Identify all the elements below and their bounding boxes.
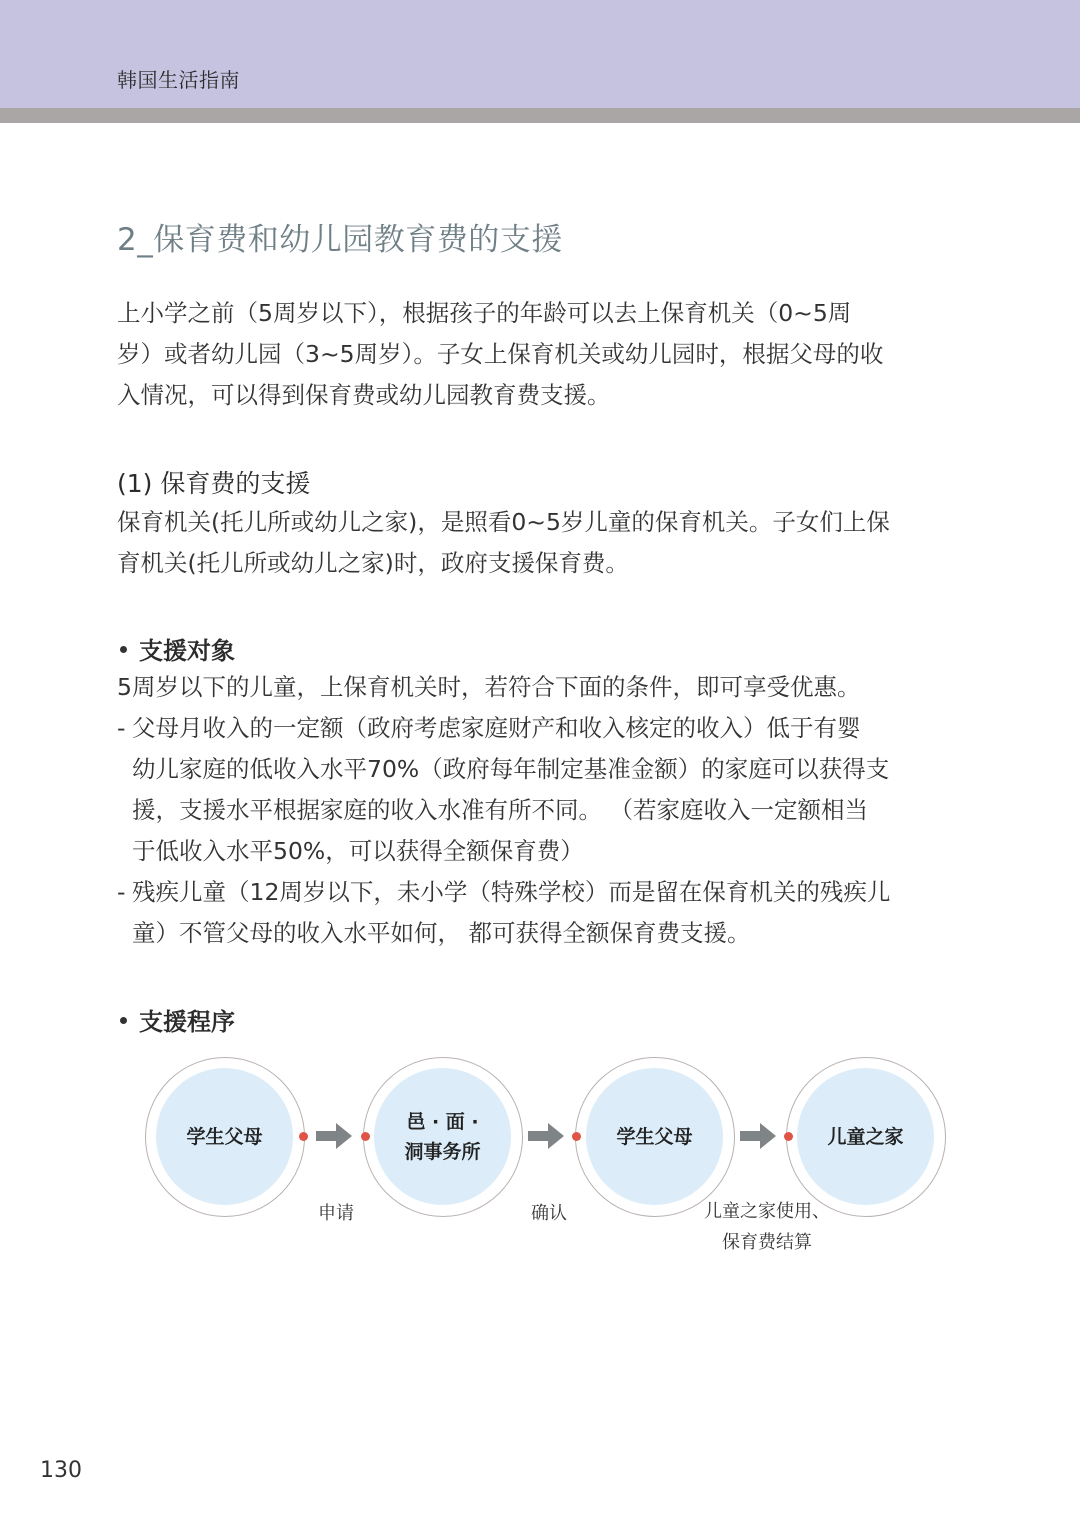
- step-label: 洞事务所: [404, 1140, 481, 1163]
- eligibility-heading-text: 支援对象: [139, 637, 235, 665]
- step-label: 邑 · 面 ·: [406, 1110, 479, 1133]
- procedure-heading-text: 支援程序: [139, 1008, 235, 1036]
- bullet-icon: [120, 1017, 127, 1024]
- description-line: 保育机关(托儿所或幼儿之家)，是照看0~5岁儿童的保育机关。子女们上保: [117, 508, 890, 536]
- transition-label-apply: 申请: [318, 1203, 354, 1224]
- item-line: 于低收入水平50%，可以获得全额保育费）: [132, 837, 584, 865]
- step-label: 儿童之家: [827, 1125, 904, 1148]
- connector-dot-icon: [572, 1132, 581, 1141]
- transition-label-settlement: 儿童之家使用、 保育费结算: [704, 1201, 830, 1253]
- dash-marker: -: [117, 878, 126, 906]
- item-line: 幼儿家庭的低收入水平70%（政府每年制定基准金额）的家庭可以获得支: [132, 755, 890, 783]
- intro-line: 岁）或者幼儿园（3~5周岁）。子女上保育机关或幼儿园时，根据父母的收: [117, 340, 884, 368]
- arrow-right-icon: [316, 1123, 352, 1149]
- dash-marker: -: [117, 714, 126, 742]
- flow-step-childcare-center: [786, 1057, 946, 1217]
- intro-paragraph: [117, 293, 957, 416]
- header-stripe: [0, 108, 1080, 123]
- eligibility-intro: [117, 667, 957, 708]
- flow-step-parents: [145, 1057, 305, 1217]
- procedure-flow-diagram: [0, 1050, 1080, 1270]
- intro-line: 入情况，可以得到保育费或幼儿园教育费支援。: [117, 381, 611, 409]
- step-label: 学生父母: [186, 1125, 263, 1148]
- item-line: 援，支援水平根据家庭的收入水准有所不同。 （若家庭收入一定额相当: [132, 796, 868, 824]
- procedure-heading: [120, 1002, 235, 1037]
- item-line: 童）不管父母的收入水平如何， 都可获得全额保育费支援。: [132, 919, 751, 947]
- transition-label-confirm: 确认: [531, 1203, 567, 1224]
- step-label: 学生父母: [616, 1125, 693, 1148]
- section-title: 2_保育费和幼儿园教育费的支援: [117, 222, 563, 258]
- connector-dot-icon: [361, 1132, 370, 1141]
- description-line: 育机关(托儿所或幼儿之家)时，政府支援保育费。: [117, 549, 629, 577]
- eligibility-intro-line: 5周岁以下的儿童，上保育机关时，若符合下面的条件，即可享受优惠。: [117, 673, 861, 701]
- arrow-right-icon: [740, 1123, 776, 1149]
- connector-dot-icon: [784, 1132, 793, 1141]
- eligibility-item: [117, 708, 967, 872]
- arrow-right-icon: [528, 1123, 564, 1149]
- subsection-heading: (1) 保育费的支援: [117, 469, 311, 498]
- item-line: 残疾儿童（12周岁以下，未小学（特殊学校）而是留在保育机关的残疾儿: [132, 878, 891, 906]
- flow-step-parents-confirm: [575, 1057, 735, 1217]
- intro-line: 上小学之前（5周岁以下），根据孩子的年龄可以去上保育机关（0~5周: [117, 299, 852, 327]
- running-title: 韩国生活指南: [117, 68, 240, 92]
- eligibility-item: [117, 872, 967, 954]
- subsection-description: [117, 502, 957, 584]
- eligibility-heading: [120, 631, 235, 666]
- item-line: 父母月收入的一定额（政府考虑家庭财产和收入核定的收入）低于有婴: [132, 714, 861, 742]
- bullet-icon: [120, 646, 127, 653]
- page-number: 130: [40, 1458, 82, 1483]
- flow-step-district-office: [363, 1057, 523, 1217]
- connector-dot-icon: [299, 1132, 308, 1141]
